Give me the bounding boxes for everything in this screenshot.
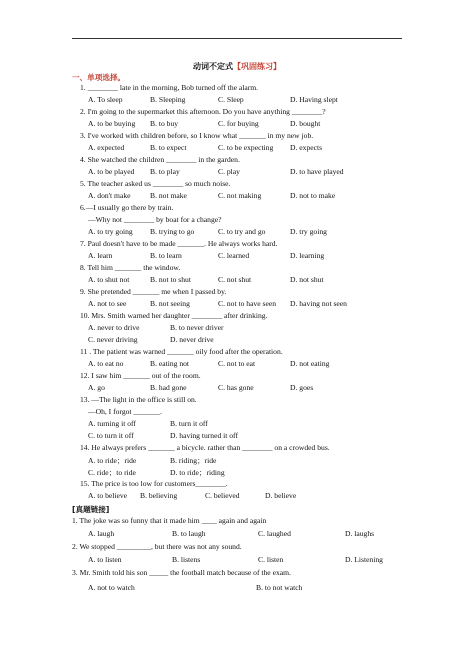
option-1-b: B. Sleeping [150, 95, 186, 104]
question-6: 6.—I usually go there by train. [80, 203, 174, 212]
option-5-b: B. not make [150, 191, 187, 200]
section-heading-links: [真题链接] [72, 505, 110, 514]
question-3: 3. I've worked with children before, so I know what _______ in my new job. [80, 131, 314, 140]
option-6-a: A. to try going [88, 227, 133, 236]
option-15-d: D. believe [265, 491, 297, 500]
question-13: 13. —The light in the office is still on. [80, 395, 197, 404]
page-title [0, 61, 474, 72]
link-option-1-b: B. to laugh [172, 529, 206, 538]
option-13-d: D. having turned it off [170, 431, 238, 440]
link-option-2-a: A. to listen [88, 555, 122, 564]
question-8: 8. Tell him _______ the window. [80, 263, 181, 272]
link-option-3-b: B. to not watch [256, 583, 303, 592]
option-1-d: D. Having slept [290, 95, 338, 104]
option-11-d: D. not eating [290, 359, 330, 368]
option-4-d: D. to have played [290, 167, 344, 176]
question-13-reply: —Oh, I forgot _______. [88, 407, 162, 416]
question-15: 15. The price is too low for customers________. [80, 479, 228, 488]
question-11: 11 . The patient was warned _______ oily food after the operation. [80, 347, 283, 356]
link-option-1-d: D. laughs [345, 529, 375, 538]
question-4: 4. She watched the children ________ in the garden. [80, 155, 240, 164]
title-main: 动词不定式 [193, 62, 233, 71]
top-rule [72, 38, 402, 39]
option-8-d: D. not shut [290, 275, 324, 284]
option-1-c: C. Sleep [218, 95, 244, 104]
option-8-b: B. not to shut [150, 275, 191, 284]
option-11-a: A. to eat no [88, 359, 124, 368]
link-option-2-c: C. listen [258, 555, 284, 564]
option-10-d: D. never drive [170, 335, 214, 344]
option-12-a: A. go [88, 383, 105, 392]
option-14-d: D. to ride；riding [170, 468, 225, 477]
option-3-b: B. to expect [150, 143, 187, 152]
option-9-c: C. not to have seen [218, 299, 276, 308]
question-14: 14. He always prefers _______ a bicycle. rather than ________ on a crowded bus. [80, 443, 330, 452]
link-question-3: 3. Mr. Smith told his son _____ the football match because of the exam. [72, 568, 291, 577]
option-12-b: B. had gone [150, 383, 187, 392]
option-8-a: A. to shut not [88, 275, 130, 284]
option-11-b: B. eating not [150, 359, 190, 368]
option-8-c: C. not shut [218, 275, 252, 284]
link-option-3-a: A. not to watch [88, 583, 135, 592]
option-12-d: D. goes [290, 383, 314, 392]
link-option-2-b: B. listens [172, 555, 201, 564]
option-10-b: B. to never driver [170, 323, 224, 332]
link-option-1-c: C. laughed [258, 529, 291, 538]
option-4-a: A. to be played [88, 167, 135, 176]
question-2: 2. I'm going to the supermarket this afternoon. Do you have anything ________? [80, 107, 326, 116]
option-4-b: B. to play [150, 167, 180, 176]
option-2-d: D. bought [290, 119, 321, 128]
question-6-reply: —Why not ________ by boat for a change? [88, 215, 222, 224]
option-5-d: D. not to make [290, 191, 336, 200]
question-5: 5. The teacher asked us ________ so much noise. [80, 179, 231, 188]
option-15-c: C. believed [205, 491, 240, 500]
option-5-c: C. not making [218, 191, 262, 200]
option-9-d: D. having not seen [290, 299, 347, 308]
option-7-c: C. learned [218, 251, 250, 260]
option-10-c: C. never driving [88, 335, 138, 344]
option-3-c: C. to be expecting [218, 143, 274, 152]
title-accent: 【巩固练习】 [233, 62, 281, 71]
option-13-a: A. turning it off [88, 419, 136, 428]
option-2-c: C. for buying [218, 119, 259, 128]
question-12: 12. I saw him _______ out of the room. [80, 371, 201, 380]
question-9: 9. She pretended _______ me when I passed by. [80, 287, 227, 296]
option-1-a: A. To sleep [88, 95, 123, 104]
option-10-a: A. never to drive [88, 323, 140, 332]
option-11-c: C. not to eat [218, 359, 256, 368]
link-question-1: 1. The joke was so funny that it made him ____ again and again [72, 516, 267, 525]
option-4-c: C. play [218, 167, 240, 176]
option-5-a: A. don't make [88, 191, 131, 200]
option-9-b: B. not seeing [150, 299, 190, 308]
option-6-b: B. trying to go [150, 227, 195, 236]
option-6-d: D. try going [290, 227, 327, 236]
option-15-a: A. to believe [88, 491, 128, 500]
link-question-2: 2. We stopped _________, but there was not any sound. [72, 542, 242, 551]
question-10: 10. Mrs. Smith warned her daughter ________ after drinking. [80, 311, 268, 320]
option-13-c: C. to turn it off [88, 431, 134, 440]
option-2-a: A. to be buying [88, 119, 136, 128]
option-3-a: A. expected [88, 143, 125, 152]
link-option-2-d: D. Listening [345, 555, 383, 564]
option-14-b: B. riding；ride [170, 456, 217, 465]
option-12-c: C. has gone [218, 383, 254, 392]
option-7-a: A. learn [88, 251, 113, 260]
option-15-b: B. believing [140, 491, 178, 500]
option-14-a: A. to ride；ride [88, 456, 137, 465]
option-2-b: B. to buy [150, 119, 179, 128]
option-14-c: C. ride；to ride [88, 468, 136, 477]
option-3-d: D. expects [290, 143, 323, 152]
link-option-1-a: A. laugh [88, 529, 115, 538]
question-7: 7. Paul doesn't have to be made _______. He always works hard. [80, 239, 278, 248]
option-9-a: A. not to see [88, 299, 127, 308]
section-heading-choice: 一、单项选择。 [72, 73, 126, 82]
option-7-b: B. to learn [150, 251, 182, 260]
question-1: 1. ________ late in the morning, Bob turned off the alarm. [80, 83, 259, 92]
option-13-b: B. turn it off [170, 419, 208, 428]
option-7-d: D. learning [290, 251, 325, 260]
option-6-c: C. to try and go [218, 227, 266, 236]
